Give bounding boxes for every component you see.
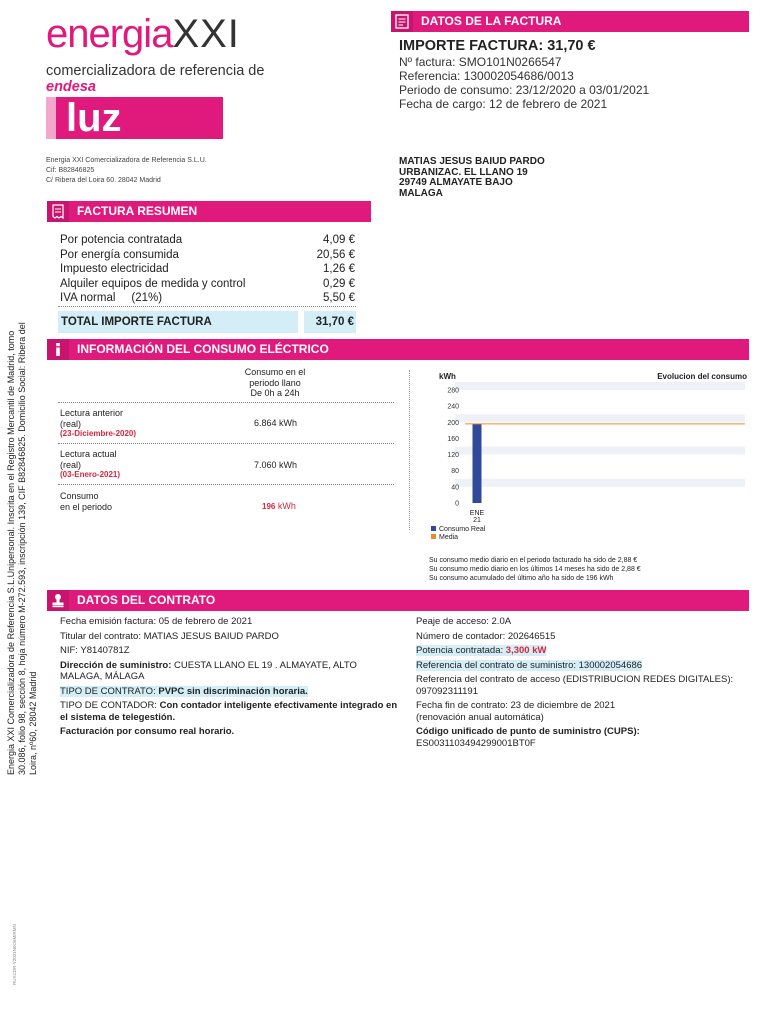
- contracted-power-value: 3,300 kW: [505, 645, 547, 656]
- company-name: Energia XXI Comercializadora de Referencia S.L.U.: [46, 157, 207, 164]
- y-tick-label: 240: [447, 403, 459, 411]
- summary-row-label: Impuesto electricidad: [60, 263, 169, 275]
- client-city: 29749 ALMAYATE BAJO: [399, 177, 513, 188]
- invoice-reference: Referencia: 130002054686/0013: [399, 69, 574, 83]
- contracted-power-label: Potencia contratada:: [416, 645, 506, 656]
- chart-title: Evolucion del consumo: [657, 372, 747, 381]
- consumption-divider: [58, 484, 394, 485]
- client-street: URBANIZAC. EL LLANO 19: [399, 166, 528, 178]
- y-tick-label: 120: [447, 452, 459, 460]
- contract-type-label: TIPO DE CONTRATO:: [60, 685, 159, 697]
- period-consumption-unit: kWh: [275, 501, 296, 511]
- contracted-power: [416, 645, 749, 657]
- contract-type-highlight: [60, 686, 308, 697]
- total-label: TOTAL IMPORTE FACTURA: [58, 311, 298, 333]
- supply-address-value: CUESTA LLANO EL 19 . ALMAYATE, ALTO MALAGA, MÁLAGA: [60, 659, 357, 682]
- supply-address-label: Dirección de suministro:: [60, 659, 172, 671]
- consumption-vertical-divider: [409, 370, 410, 530]
- summary-row: [60, 277, 355, 292]
- company-cif: Cif: B82846825: [46, 167, 95, 174]
- grid-band: [455, 382, 745, 390]
- consumption-notes: [429, 556, 749, 583]
- y-tick-label: 280: [447, 387, 459, 395]
- grid-band: [455, 446, 745, 454]
- period-consumption-value: [262, 501, 296, 513]
- bar-consumo-real: [473, 424, 482, 503]
- chart-legend: [431, 526, 486, 541]
- y-tick-label: 40: [451, 484, 459, 492]
- product-accent: [46, 97, 56, 139]
- consumption-note: Su consumo acumulado del último año ha sido de 196 kWh: [429, 575, 614, 582]
- endesa-brand: endesa: [46, 79, 96, 95]
- access-toll: Peaje de acceso: 2.0A: [416, 616, 512, 627]
- cups-value: ES0031103494299001BT0F: [416, 737, 536, 749]
- invoice-number: Nº factura: SMO101N0266547: [399, 55, 562, 69]
- current-reading-value: 7.060 kWh: [254, 460, 298, 470]
- stamp-icon: [47, 590, 69, 611]
- logo-word: energia: [46, 12, 173, 56]
- total-value: 31,70 €: [304, 311, 356, 333]
- y-tick-label: 80: [451, 468, 459, 476]
- summary-row-value: 1,26 €: [323, 263, 355, 275]
- product-label: luz: [46, 97, 223, 139]
- company-info: [46, 156, 346, 186]
- period-consumption-number: 196: [262, 502, 276, 511]
- summary-row-label: Por energía consumida: [60, 248, 179, 261]
- summary-row: [60, 262, 355, 277]
- grid-band: [455, 479, 745, 487]
- cups-label-text: Código unificado de punto de suministro (CUPS):: [416, 726, 640, 737]
- invoice-details: [399, 38, 749, 111]
- contract-section-header: [47, 590, 749, 611]
- previous-reading-value: 6.864 kWh: [254, 418, 298, 428]
- document-icon: [391, 11, 413, 32]
- previous-reading-date: (23-Diciembre-2020): [60, 429, 137, 438]
- summary-row-label: IVA normal (21%): [60, 292, 163, 304]
- summary-section-title: FACTURA RESUMEN: [77, 204, 198, 218]
- logo-subtitle: [46, 63, 316, 95]
- contract-nif: NIF: Y8140781Z: [60, 645, 130, 656]
- consumption-column-header: [225, 367, 325, 399]
- legal-vertical-text: Energia XXI Comercializadora de Referencia S.L.Unipersonal. Inscrita en el Registro Mercantil de Madrid, tomo 30.086, folio 98, sección 8, hoja número M-272.593, inscripción 139, CIF B82846825. Domicilio Social: Ribera del Loira, nº60, 28042 Madrid: [6, 322, 38, 775]
- contract-type: [60, 686, 400, 698]
- summary-row: [60, 248, 355, 263]
- contract-right-column: [416, 616, 749, 749]
- summary-row-value: 5,50 €: [323, 292, 355, 304]
- billing-method-text: Facturación por consumo real horario.: [60, 726, 235, 737]
- x-tick-label: 21: [473, 517, 481, 524]
- consumption-note: Su consumo medio diario en los últimos 14 meses ha sido de 2,88 €: [429, 566, 641, 573]
- invoice-amount: IMPORTE FACTURA: 31,70 €: [399, 38, 596, 54]
- meter-number: Número de contador: 202646515: [416, 630, 556, 642]
- access-contract-reference: Referencia del contrato de acceso (EDISTRIBUCION REDES DIGITALES): 097092311191: [416, 674, 734, 697]
- legend-label: Media: [439, 534, 459, 541]
- y-tick-label: 200: [447, 419, 459, 427]
- summary-row-value: 0,29 €: [323, 277, 355, 290]
- legal-code: RUXCDR-Y2021N0O6MIRMN: [12, 924, 17, 985]
- contract-section-title: DATOS DEL CONTRATO: [77, 593, 216, 607]
- consumption-divider: [58, 443, 394, 444]
- previous-reading-label: Lectura anterior: [60, 408, 124, 418]
- current-reading-type: (real): [60, 459, 82, 470]
- contract-renewal: (renovación anual automática): [416, 711, 544, 723]
- chart-bars: [465, 424, 745, 524]
- legend-swatch: [431, 526, 436, 531]
- period-consumption: [60, 491, 210, 512]
- logo-subtitle-text: comercializadora de referencia de: [46, 63, 265, 79]
- legend-label: Consumo Real: [439, 526, 486, 533]
- summary-row: [60, 233, 355, 248]
- meter-type-value: Con contador inteligente efectivamente integrado en el sistema de telegestión.: [60, 700, 398, 723]
- column-header-line: Consumo en el: [244, 367, 306, 377]
- consumption-section-header: [47, 339, 749, 360]
- consumption-divider: [58, 402, 394, 403]
- supply-contract-reference: [416, 660, 749, 672]
- client-name: MATIAS JESUS BAIUD PARDO: [399, 156, 545, 167]
- current-reading-date: (03-Enero-2021): [60, 470, 121, 479]
- summary-row-label: Por potencia contratada: [60, 234, 183, 246]
- previous-reading-type: (real): [60, 418, 82, 429]
- meter-type: [60, 700, 400, 723]
- y-tick-label: 160: [447, 435, 459, 443]
- contract-holder: Titular del contrato: MATIAS JESUS BAIUD PARDO: [60, 630, 279, 642]
- previous-reading: [60, 408, 210, 440]
- supply-contract-reference-text: Referencia del contrato de suministro: 130002054686: [416, 659, 643, 671]
- chart-grid: [447, 382, 745, 508]
- summary-row-value: 4,09 €: [323, 234, 355, 246]
- consumption-note: Su consumo medio diario en el periodo facturado ha sido de 2,88 €: [429, 557, 638, 564]
- logo-suffix: XXI: [172, 12, 240, 56]
- period-consumption-label: Consumo: [60, 491, 99, 501]
- contract-end-date: Fecha fin de contrato: 23 de diciembre de 2021: [416, 700, 616, 711]
- current-reading-label: Lectura actual: [60, 449, 117, 459]
- contract-type-value: PVPC sin discriminación horaria.: [158, 685, 308, 697]
- invoice-section-title: DATOS DE LA FACTURA: [421, 14, 562, 28]
- summary-divider: [58, 306, 356, 307]
- column-header-line: De 0h a 24h: [250, 388, 300, 398]
- meter-type-label: TIPO DE CONTADOR:: [60, 700, 160, 711]
- column-header-line: periodo llano: [249, 377, 301, 388]
- y-tick-label: 0: [455, 500, 459, 508]
- cups-label: [416, 726, 749, 738]
- period-consumption-sublabel: en el periodo: [60, 501, 113, 512]
- invoice-section-header: [391, 11, 749, 32]
- summary-row-label: Alquiler equipos de medida y control: [60, 277, 246, 290]
- grid-band: [455, 414, 745, 422]
- summary-row-value: 20,56 €: [316, 248, 355, 261]
- info-icon: [47, 339, 69, 360]
- billing-method: [60, 726, 400, 738]
- current-reading: [60, 449, 210, 481]
- receipt-icon: [47, 201, 69, 222]
- summary-section-header: [47, 201, 371, 222]
- consumption-chart: [415, 366, 755, 546]
- summary-row: [60, 291, 355, 306]
- client-address: [399, 157, 699, 199]
- client-province: MALAGA: [399, 187, 443, 199]
- logo: [46, 12, 306, 64]
- contract-issue-date: Fecha emisión factura: 05 de febrero de 2021: [60, 616, 253, 627]
- legend-swatch: [431, 534, 436, 539]
- supply-address: [60, 660, 400, 683]
- invoice-charge-date: Fecha de cargo: 12 de febrero de 2021: [399, 97, 608, 111]
- chart-ylabel: kWh: [439, 372, 456, 381]
- x-tick-label: ENE: [469, 510, 485, 517]
- company-address: C/ Ribera del Loira 60. 28042 Madrid: [46, 177, 161, 184]
- contracted-power-highlight: [416, 645, 546, 656]
- contract-left-column: [60, 616, 400, 738]
- consumption-section-title: INFORMACIÓN DEL CONSUMO ELÉCTRICO: [77, 342, 329, 356]
- invoice-period: Periodo de consumo: 23/12/2020 a 03/01/2021: [399, 83, 650, 97]
